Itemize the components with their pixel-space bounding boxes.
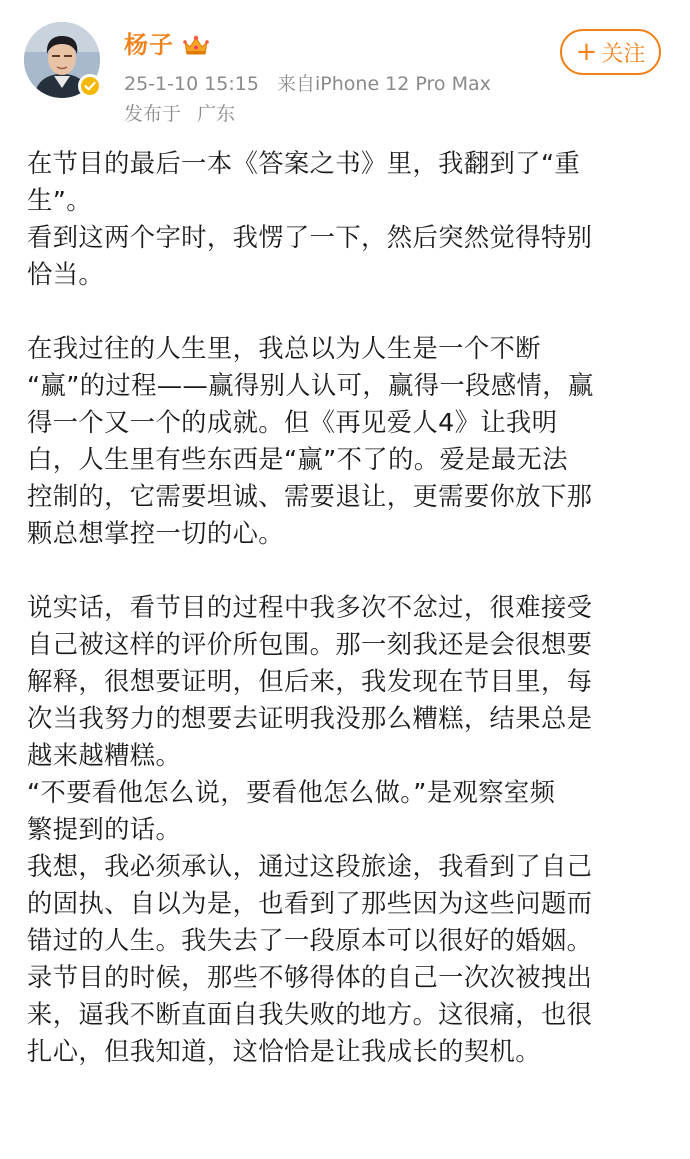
post-location xyxy=(124,100,235,128)
post-line: 繁提到的话。 xyxy=(27,815,182,844)
post-line: 在节目的最后一本《答案之书》里，我翻到了“重 xyxy=(27,149,581,178)
post-header xyxy=(0,0,690,140)
follow-button[interactable] xyxy=(560,29,661,75)
post-timestamp: 25-1-10 15:15 xyxy=(124,73,259,95)
post-line: 恰当。 xyxy=(27,260,105,289)
plus-icon: + xyxy=(575,37,598,67)
paragraph-gap xyxy=(27,293,667,330)
post-line: 自己被这样的评价所包围。那一刻我还是会很想要 xyxy=(27,630,593,659)
post-line: 扎心，但我知道，这恰恰是让我成长的契机。 xyxy=(27,1037,541,1066)
post-source: 来自iPhone 12 Pro Max xyxy=(277,73,491,95)
post-line: 生”。 xyxy=(27,186,92,215)
post-line: 白，人生里有些东西是“赢”不了的。爱是最无法 xyxy=(27,445,568,474)
post-line: 控制的，它需要坦诚、需要退让，更需要你放下那 xyxy=(27,482,593,511)
post-line: 解释，很想要证明，但后来，我发现在节目里，每 xyxy=(27,667,593,696)
verified-badge-icon xyxy=(78,74,102,98)
post-line: 来，逼我不断直面自我失败的地方。这很痛，也很 xyxy=(27,1000,593,1029)
post-line: 录节目的时候，那些不够得体的自己一次次被拽出 xyxy=(27,963,593,992)
post-line: 在我过往的人生里，我总以为人生是一个不断 xyxy=(27,334,541,363)
paragraph-gap xyxy=(27,552,667,589)
post-line: “不要看他怎么说，要看他怎么做。”是观察室频 xyxy=(27,778,556,807)
post-line: “赢”的过程——赢得别人认可，赢得一段感情，赢 xyxy=(27,371,594,400)
follow-label: 关注 xyxy=(601,41,646,67)
post-line: 看到这两个字时，我愣了一下，然后突然觉得特别 xyxy=(27,223,593,252)
location-name: 广东 xyxy=(197,103,236,125)
post-line: 我想，我必须承认，通过这段旅途，我看到了自己 xyxy=(27,852,593,881)
post-line: 错过的人生。我失去了一段原本可以很好的婚姻。 xyxy=(27,926,593,955)
post-line: 得一个又一个的成就。但《再见爱人4》让我明 xyxy=(27,408,558,437)
location-prefix: 发布于 xyxy=(124,103,182,125)
username[interactable]: 杨子 xyxy=(124,31,174,59)
post-line: 说实话，看节目的过程中我多次不忿过，很难接受 xyxy=(27,593,593,622)
post-meta xyxy=(124,70,491,98)
post-line: 越来越糟糕。 xyxy=(27,741,182,770)
post-line: 颗总想掌控一切的心。 xyxy=(27,519,284,548)
crown-badge-icon[interactable] xyxy=(182,34,210,58)
post-line: 次当我努力的想要去证明我没那么糟糕，结果总是 xyxy=(27,704,593,733)
avatar[interactable] xyxy=(24,22,100,98)
post-line: 的固执、自以为是，也看到了那些因为这些问题而 xyxy=(27,889,593,918)
post-body xyxy=(27,145,667,1070)
